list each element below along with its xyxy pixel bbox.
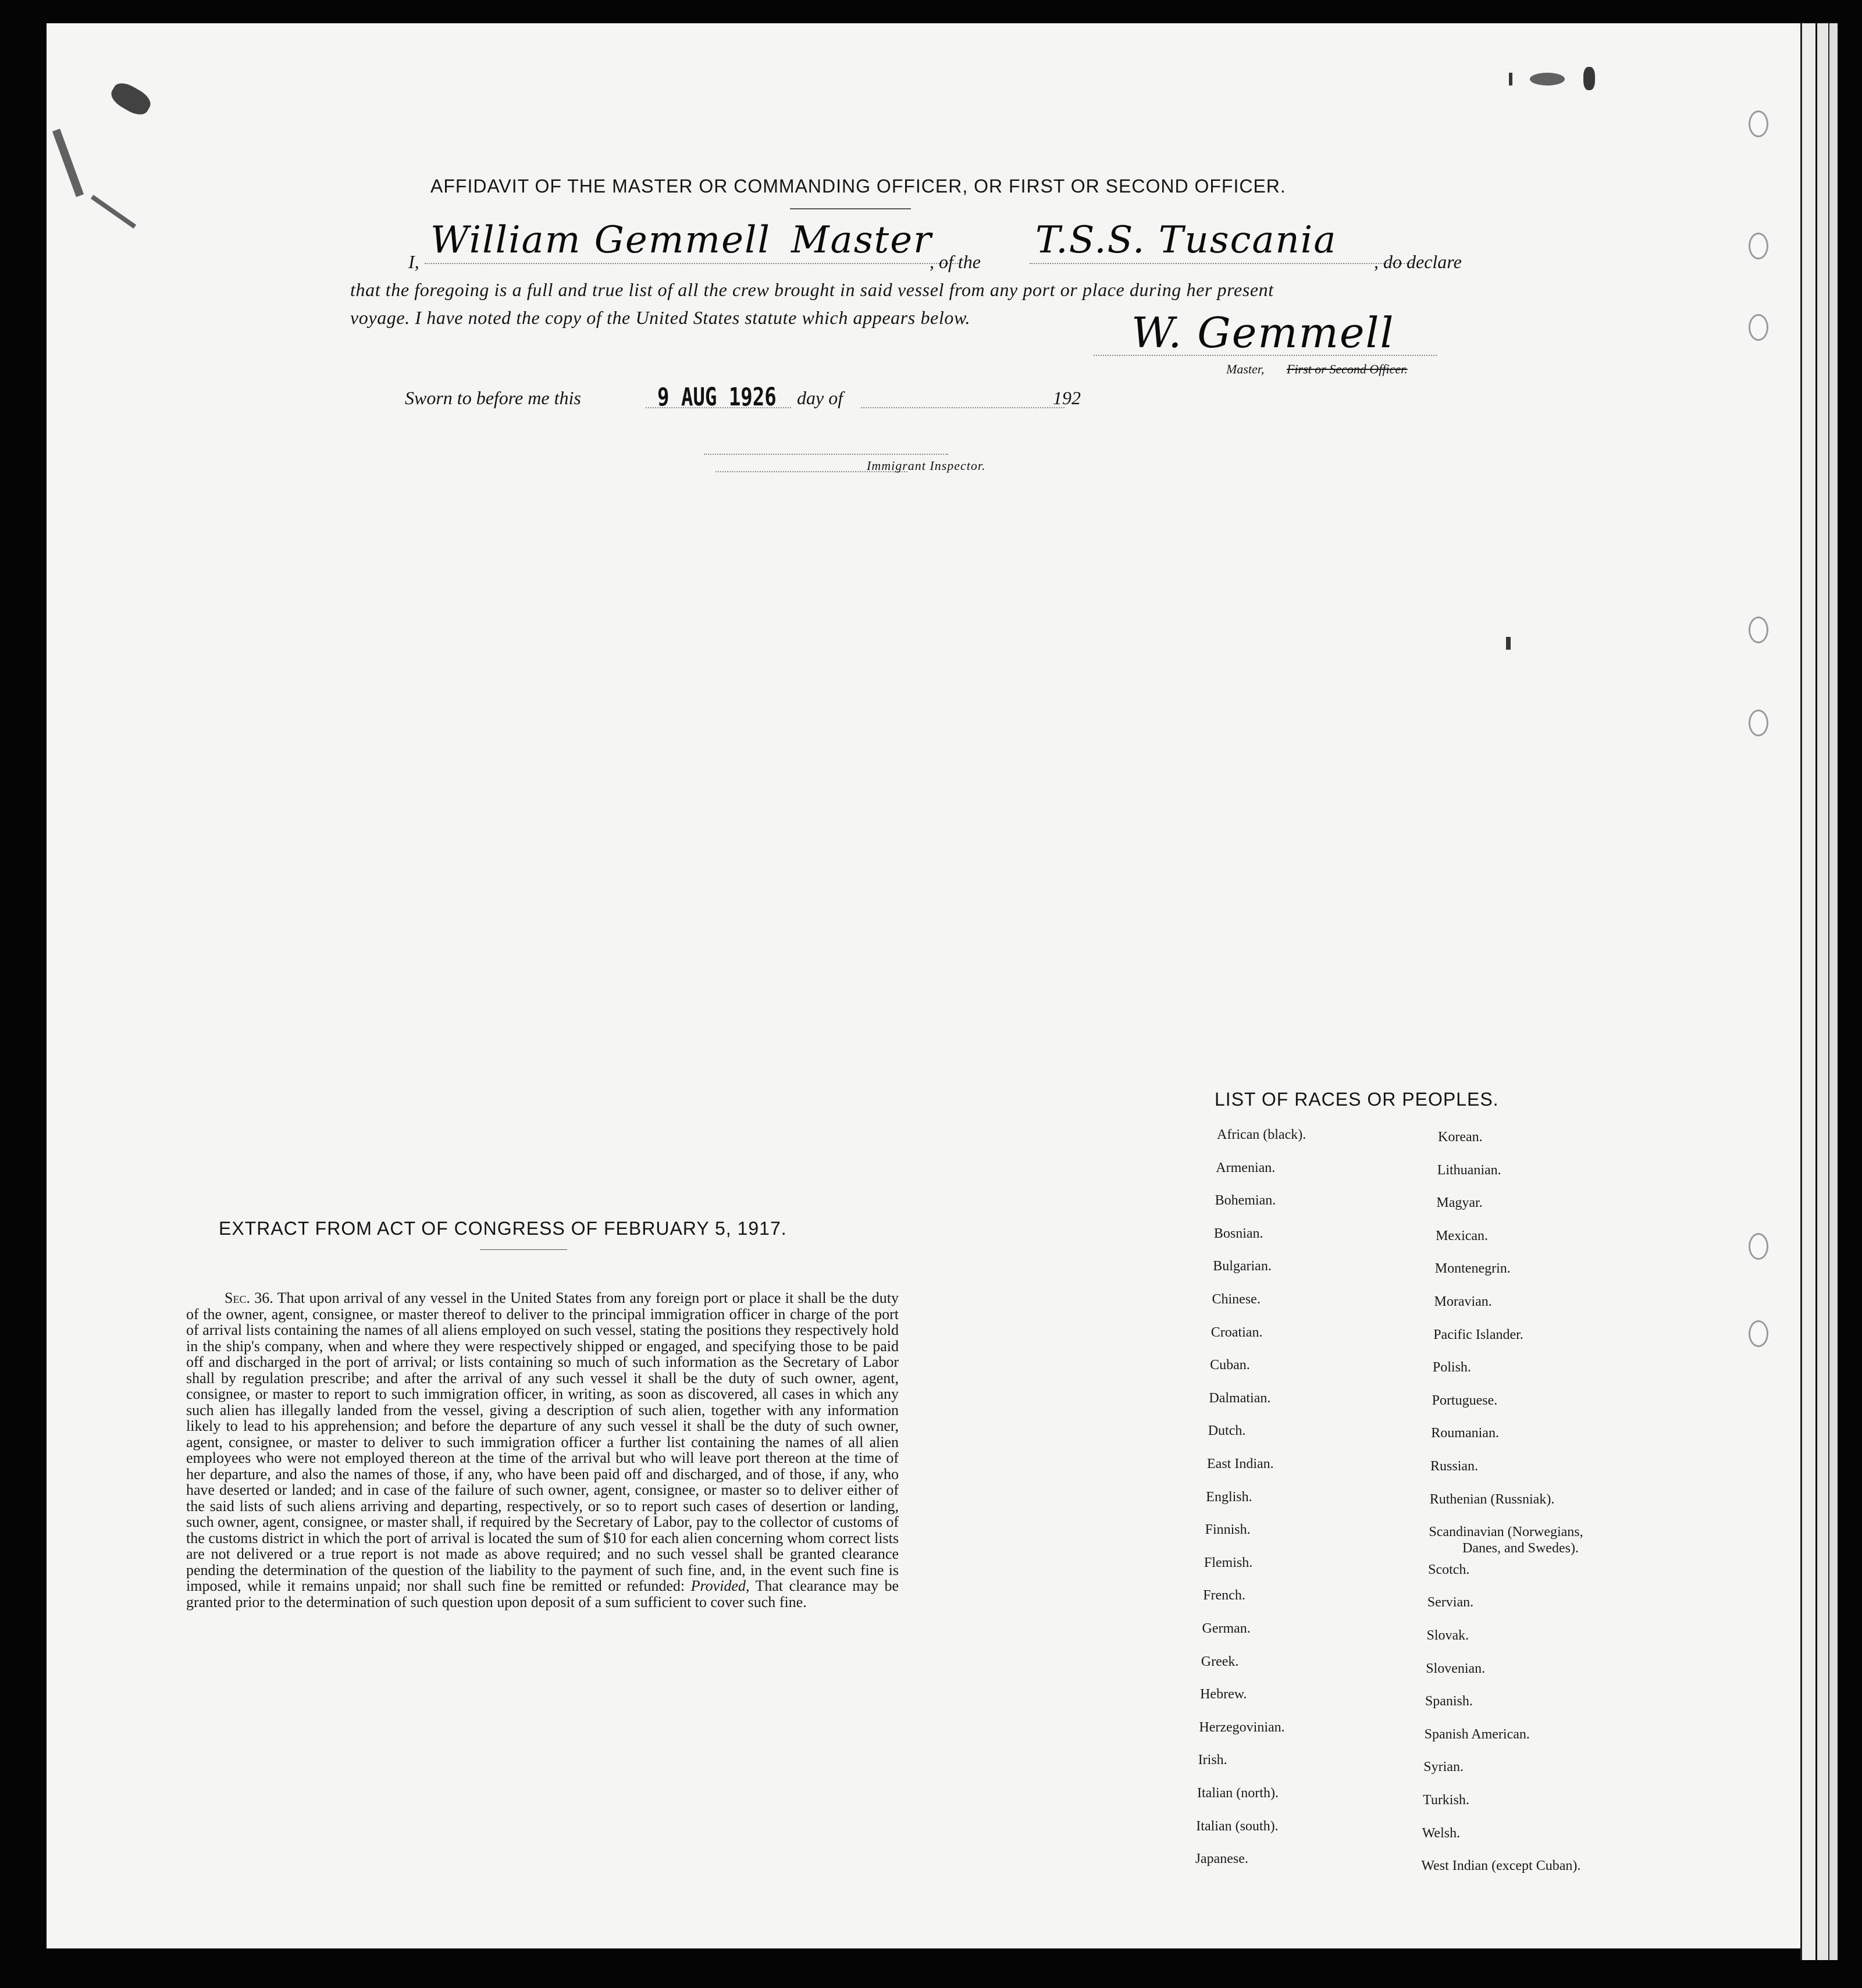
ink-smudge — [1530, 73, 1565, 85]
master-signature: W. Gemmell — [1131, 308, 1395, 357]
race-item: Syrian. — [1423, 1759, 1464, 1775]
sworn-prefix: Sworn to before me this — [405, 387, 581, 408]
race-item: Roumanian. — [1431, 1426, 1499, 1441]
race-item: East Indian. — [1207, 1456, 1274, 1472]
ink-smudge — [91, 195, 136, 229]
master-title-handwritten: Master — [791, 219, 932, 262]
race-item: Greek. — [1201, 1654, 1239, 1669]
extract-section-36 — [186, 1290, 899, 1610]
race-item: Slovenian. — [1426, 1661, 1486, 1676]
race-item: Armenian. — [1216, 1160, 1276, 1175]
binder-hole — [1749, 617, 1768, 643]
vessel-name-handwritten: T.S.S. Tuscania — [1035, 219, 1337, 262]
race-item: Dalmatian. — [1209, 1390, 1271, 1406]
binder-hole — [1749, 314, 1768, 341]
month-blank-line — [861, 407, 1064, 408]
ink-smudge — [108, 79, 155, 119]
race-item: Italian (north). — [1197, 1786, 1279, 1801]
affidavit-of-the: , of the — [930, 251, 981, 272]
race-item: Scotch. — [1428, 1562, 1470, 1577]
race-item: Magyar. — [1436, 1195, 1483, 1211]
master-label: Master, — [1226, 362, 1265, 376]
race-item: Spanish. — [1425, 1694, 1473, 1709]
race-item: Mexican. — [1436, 1228, 1489, 1244]
race-item: Chinese. — [1212, 1292, 1261, 1307]
race-item: Herzegovinian. — [1199, 1719, 1285, 1735]
race-item: Servian. — [1427, 1595, 1474, 1611]
race-item: Hebrew. — [1200, 1687, 1247, 1702]
race-item: Scandinavian (Norwegians, — [1429, 1524, 1583, 1540]
day-blank-line — [646, 407, 791, 408]
binder-hole — [1749, 1320, 1768, 1347]
race-item: West Indian (except Cuban). — [1421, 1858, 1581, 1874]
inspector-label: Immigrant Inspector. — [867, 458, 986, 473]
races-heading: LIST OF RACES OR PEOPLES. — [1215, 1089, 1499, 1110]
heading-rule — [480, 1249, 567, 1250]
race-item-continuation: Danes, and Swedes). — [1462, 1541, 1579, 1556]
struck-officer-label: First or Second Officer. — [1287, 362, 1408, 376]
year-prefix: 192 — [1053, 387, 1081, 408]
race-item: French. — [1203, 1588, 1245, 1604]
race-item: Moravian. — [1434, 1294, 1492, 1309]
race-item: Bulgarian. — [1213, 1259, 1272, 1274]
section-text-end: That clearance may be granted prior to the determination of such question upon deposit of a sum sufficient to cover such fine. — [186, 1577, 899, 1611]
affidavit-do-declare: , do declare — [1374, 251, 1462, 272]
vessel-blank-line — [1030, 263, 1414, 264]
race-item: Finnish. — [1205, 1522, 1251, 1538]
race-item: Polish. — [1432, 1360, 1471, 1376]
race-item: Irish. — [1198, 1752, 1227, 1768]
section-text: That upon arrival of any vessel in the United States from any foreign port or place it shall be the duty of the owner, agent, consignee, or master thereof to deliver to the principal immigration officer in charge of the port of arrival lists containing the names of all aliens employed on such vessel, stating the positions they respectively hold in the ship's company, when and where they were respectively shipped or engaged, and specifying those to be paid off and discharged in the port of arrival; or lists containing so much of such information as the Secretary of Labor shall by regulation prescribe; and after the arrival of any such vessel it shall be the duty of such owner, agent, consignee, or master to report to such immigration officer, in writing, as soon as discovered, all cases in which any such alien has illegally landed from the vessel, giving a description of such alien, together with any information likely to lead to his apprehension; and before the departure of any such vessel it shall be the duty of such owner, agent, consignee, or master to deliver to such immigration officer a further list containing the names of all alien employees who were not employed thereon at the time of the arrival but who will leave port thereon at the time of her departure, and also the names of those, if any, who have been paid off and discharged, and of those, if any, who have deserted or landed; and in case of the failure of such owner, agent, consignee, or master so to deliver either of the said lists of such aliens arriving and departing, respectively, or so to report such cases of desertion or landing, such owner, agent, consignee, or master shall, if required by the Secretary of Labor, pay to the collector of customs of the customs district in which the port of arrival is located the sum of $10 for each alien concerning whom correct lists are not delivered or a true report is not made as above required; and no such vessel shall be granted clearance pending the determination of the question of the liability to the payment of such fine, and, in the event such fine is imposed, while it remains unpaid; nor shall such fine be remitted or refunded: — [186, 1289, 899, 1594]
page-edge — [1800, 23, 1817, 1960]
race-item: Russian. — [1430, 1459, 1479, 1474]
master-name-handwritten: William Gemmell — [430, 219, 771, 262]
race-item: Slovak. — [1426, 1628, 1469, 1643]
race-item: Portuguese. — [1432, 1392, 1498, 1408]
affidavit-line-3: voyage. I have noted the copy of the United States statute which appears below. — [350, 307, 971, 328]
document-page — [47, 23, 1800, 1948]
race-item: Italian (south). — [1196, 1818, 1279, 1834]
date-stamp: 9 AUG 1926 — [657, 383, 777, 412]
signature-line — [1094, 355, 1437, 356]
inspector-blank-line — [704, 454, 948, 455]
heading-rule — [790, 208, 911, 209]
race-item: Pacific Islander. — [1433, 1327, 1523, 1342]
section-label: Sec. 36. — [225, 1289, 273, 1306]
ink-smudge — [1583, 67, 1595, 90]
race-item: African (black). — [1217, 1127, 1306, 1142]
race-item: Dutch. — [1208, 1423, 1246, 1439]
race-item: Korean. — [1438, 1130, 1483, 1145]
provided-term: Provided, — [690, 1577, 750, 1594]
race-item: English. — [1206, 1489, 1252, 1505]
race-item: Lithuanian. — [1437, 1162, 1501, 1178]
race-item: Bosnian. — [1213, 1225, 1263, 1241]
race-item: Cuban. — [1210, 1358, 1250, 1373]
ink-smudge — [1506, 637, 1511, 650]
page-edge — [1828, 23, 1838, 1960]
binder-hole — [1749, 111, 1768, 137]
affidavit-line-2: that the foregoing is a full and true list of all the crew brought in said vessel from any port or place during her present — [350, 279, 1274, 300]
extract-heading: EXTRACT FROM ACT OF CONGRESS OF FEBRUARY 5, 1917. — [219, 1218, 787, 1239]
race-item: Spanish American. — [1424, 1726, 1530, 1742]
binder-hole — [1749, 1233, 1768, 1260]
race-item: Japanese. — [1195, 1851, 1248, 1867]
race-item: Welsh. — [1422, 1825, 1461, 1841]
race-item: Turkish. — [1423, 1793, 1469, 1808]
race-item: Flemish. — [1204, 1555, 1253, 1570]
race-item: German. — [1202, 1621, 1251, 1636]
race-item: Bohemian. — [1215, 1193, 1276, 1209]
race-item: Ruthenian (Russniak). — [1429, 1491, 1555, 1507]
ink-smudge — [1509, 73, 1512, 85]
binder-hole — [1749, 710, 1768, 736]
name-blank-line — [425, 263, 960, 264]
ink-smudge — [52, 129, 84, 197]
race-item: Montenegrin. — [1434, 1261, 1511, 1277]
affidavit-i-prefix: I, — [408, 251, 419, 272]
race-item: Croatian. — [1211, 1324, 1263, 1340]
binder-hole — [1749, 233, 1768, 259]
affidavit-heading: AFFIDAVIT OF THE MASTER OR COMMANDING OFFICER, OR FIRST OR SECOND OFFICER. — [430, 176, 1286, 197]
day-of: day of — [797, 387, 843, 408]
